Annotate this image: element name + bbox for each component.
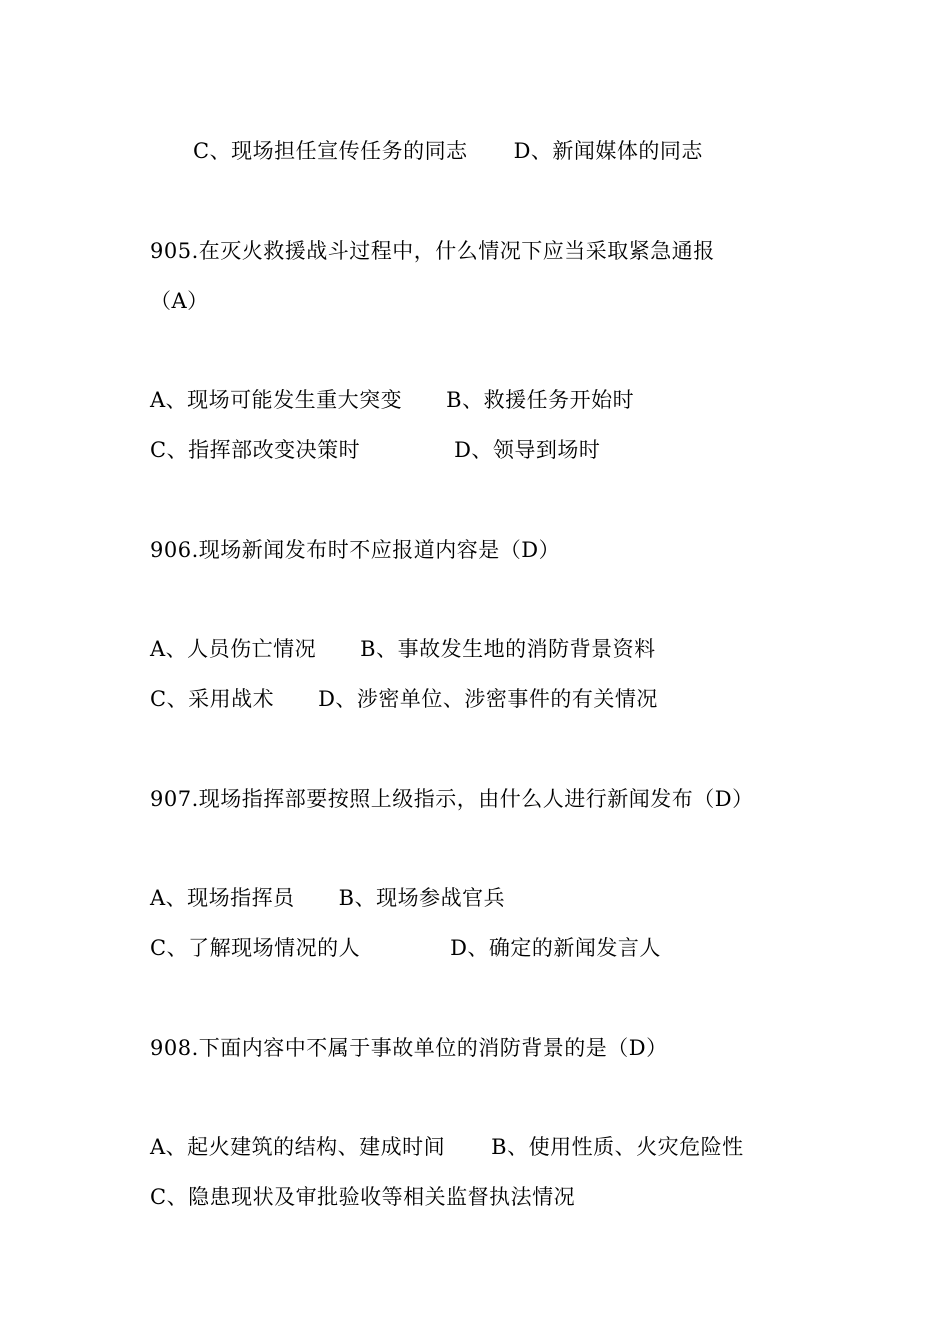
options-line <box>193 136 703 166</box>
option-a: A、现场指挥员 <box>150 886 295 910</box>
option-b: B、事故发生地的消防背景资料 <box>360 637 656 661</box>
options-line <box>150 634 656 664</box>
options-line <box>150 1182 575 1212</box>
option-a: A、起火建筑的结构、建成时间 <box>150 1135 446 1159</box>
option-c: C、指挥部改变决策时 <box>150 438 361 462</box>
option-d: D、新闻媒体的同志 <box>513 139 703 163</box>
option-c: C、现场担任宣传任务的同志 <box>193 139 468 163</box>
options-line <box>150 883 505 913</box>
option-b: B、现场参战官兵 <box>338 886 506 910</box>
options-line <box>150 684 658 714</box>
question-stem: 908.下面内容中不属于事故单位的消防背景的是（D） <box>150 1036 668 1060</box>
question-stem: 907.现场指挥部要按照上级指示，由什么人进行新闻发布（D） <box>150 787 754 811</box>
question-answer: （A） <box>150 289 209 313</box>
option-b: B、使用性质、火灾危险性 <box>491 1135 744 1159</box>
option-d: D、涉密单位、涉密事件的有关情况 <box>318 687 658 711</box>
option-b: B、救援任务开始时 <box>446 388 635 412</box>
options-line <box>150 385 634 415</box>
option-c: C、了解现场情况的人 <box>150 936 361 960</box>
option-a: A、人员伤亡情况 <box>150 637 317 661</box>
option-c: C、隐患现状及审批验收等相关监督执法情况 <box>150 1185 576 1209</box>
question-stem: 906.现场新闻发布时不应报道内容是（D） <box>150 538 561 562</box>
options-line <box>150 1132 744 1162</box>
question-stem: 905.在灭火救援战斗过程中，什么情况下应当采取紧急通报 <box>150 239 715 263</box>
options-line <box>150 933 661 963</box>
options-line <box>150 435 600 465</box>
option-d: D、确定的新闻发言人 <box>450 936 661 960</box>
option-c: C、采用战术 <box>150 687 275 711</box>
option-d: D、领导到场时 <box>454 438 601 462</box>
option-a: A、现场可能发生重大突变 <box>150 388 403 412</box>
